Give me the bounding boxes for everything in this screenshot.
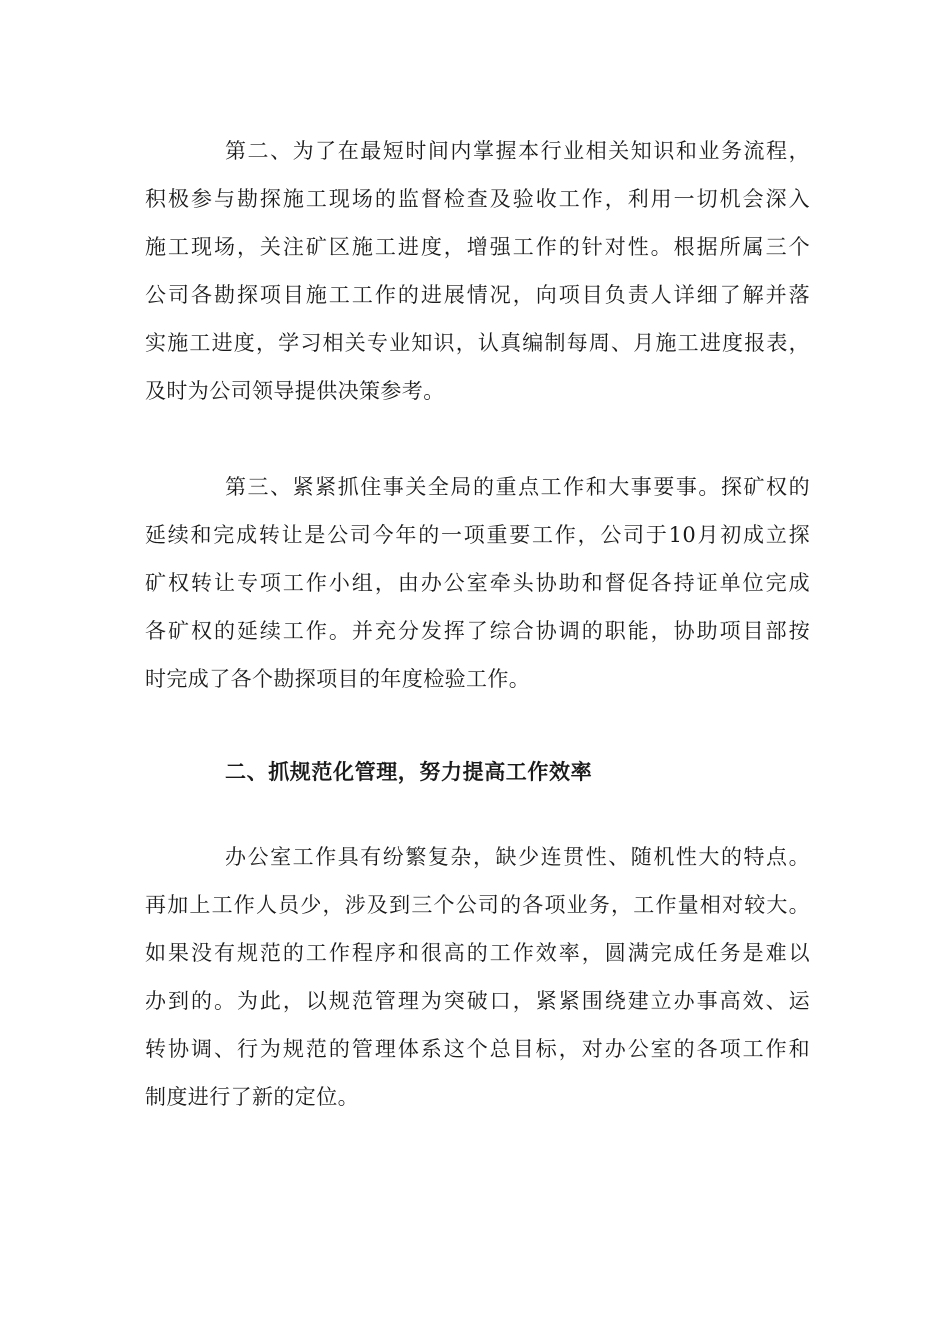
paragraph-line: 公司各勘探项目施工工作的进展情况，向项目负责人详细了解并落 <box>145 283 810 307</box>
paragraph-line: 办到的。为此，以规范管理为突破口，紧紧围绕建立办事高效、运 <box>145 989 810 1013</box>
paragraph-line: 转协调、行为规范的管理体系这个总目标，对办公室的各项工作和 <box>145 1037 810 1061</box>
paragraph-line: 时完成了各个勘探项目的年度检验工作。 <box>145 667 531 691</box>
paragraph-line: 延续和完成转让是公司今年的一项重要工作，公司于10月初成立探 <box>145 523 810 547</box>
paragraph-line: 第二、为了在最短时间内掌握本行业相关知识和业务流程， <box>225 139 810 163</box>
paragraph-line: 施工现场，关注矿区施工进度，增强工作的针对性。根据所属三个 <box>145 235 810 259</box>
paragraph-line: 积极参与勘探施工现场的监督检查及验收工作，利用一切机会深入 <box>145 187 810 211</box>
paragraph-line: 矿权转让专项工作小组，由办公室牵头协助和督促各持证单位完成 <box>145 571 810 595</box>
paragraph-line: 制度进行了新的定位。 <box>145 1085 359 1109</box>
paragraph-standardized-management <box>145 833 810 1121</box>
paragraph-line: 及时为公司领导提供决策参考。 <box>145 379 445 403</box>
paragraph-line: 各矿权的延续工作。并充分发挥了综合协调的职能，协助项目部按 <box>145 619 810 643</box>
paragraph-key-work <box>145 463 810 703</box>
section-heading: 二、抓规范化管理，努力提高工作效率 <box>225 759 593 784</box>
paragraph-line: 第三、紧紧抓住事关全局的重点工作和大事要事。探矿权的 <box>225 475 810 499</box>
paragraph-line: 如果没有规范的工作程序和很高的工作效率，圆满完成任务是难以 <box>145 941 810 965</box>
paragraph-line: 再加上工作人员少，涉及到三个公司的各项业务，工作量相对较大。 <box>145 893 810 917</box>
paragraph-line: 实施工进度，学习相关专业知识，认真编制每周、月施工进度报表， <box>145 331 810 355</box>
paragraph-line: 办公室工作具有纷繁复杂，缺少连贯性、随机性大的特点。 <box>225 845 810 869</box>
paragraph-progress-tracking <box>145 127 810 415</box>
